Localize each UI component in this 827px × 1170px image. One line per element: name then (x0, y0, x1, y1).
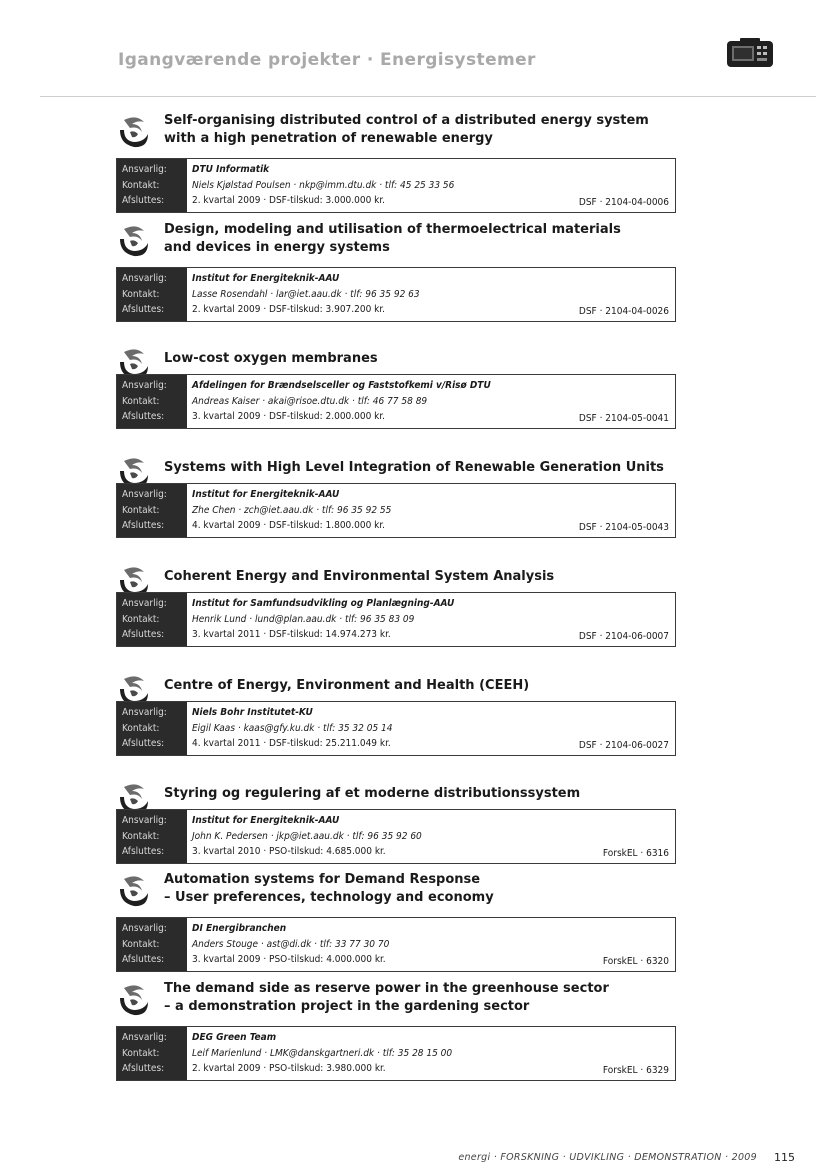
label-ends: Afsluttes: (122, 738, 165, 749)
info-labels (117, 702, 187, 755)
label-ends: Afsluttes: (122, 846, 165, 857)
institution: DTU Informatik (192, 164, 270, 175)
project-header (116, 112, 676, 158)
label-responsible: Ansvarlig: (122, 273, 167, 284)
end-and-grant: 3. kvartal 2009 · DSF-tilskud: 2.000.000 kr. (192, 411, 385, 422)
label-responsible: Ansvarlig: (122, 815, 167, 826)
info-values (187, 375, 675, 428)
end-and-grant: 2. kvartal 2009 · DSF-tilskud: 3.000.000 kr. (192, 195, 385, 206)
end-and-grant: 4. kvartal 2009 · DSF-tilskud: 1.800.000 kr. (192, 520, 385, 531)
project-code: DSF · 2104-04-0026 (578, 306, 669, 317)
project-title-line: Styring og regulering af et moderne distributionssystem (164, 786, 581, 801)
label-responsible: Ansvarlig: (122, 1032, 167, 1043)
project-header (116, 871, 676, 917)
project-info-box (116, 267, 676, 322)
swirl-icon (116, 982, 152, 1018)
end-and-grant: 2. kvartal 2009 · DSF-tilskud: 3.907.200 kr. (192, 304, 385, 315)
info-labels (117, 918, 187, 971)
project-title-line: and devices in energy systems (164, 240, 390, 255)
project-title-line: Design, modeling and utilisation of thermoelectrical materials (164, 222, 621, 237)
project-header (116, 779, 676, 809)
institution: Afdelingen for Brændselsceller og Faststofkemi v/Risø DTU (192, 380, 491, 391)
project-title-line: Centre of Energy, Environment and Health (CEEH) (164, 678, 530, 693)
project-code: ForskEL · 6329 (602, 1065, 669, 1076)
end-and-grant: 3. kvartal 2009 · PSO-tilskud: 4.000.000 kr. (192, 954, 386, 965)
project-code: DSF · 2104-06-0007 (578, 631, 669, 642)
contact-info: Henrik Lund · lund@plan.aau.dk · tlf: 96 35 83 09 (192, 613, 415, 625)
info-labels (117, 268, 187, 321)
project-title (164, 785, 580, 803)
page-header (0, 0, 827, 100)
label-ends: Afsluttes: (122, 411, 165, 422)
project-header (116, 671, 676, 701)
label-ends: Afsluttes: (122, 629, 165, 640)
project-code: DSF · 2104-06-0027 (578, 740, 669, 751)
label-ends: Afsluttes: (122, 1063, 165, 1074)
project-info-box (116, 701, 676, 756)
end-and-grant: 2. kvartal 2009 · PSO-tilskud: 3.980.000 kr. (192, 1063, 386, 1074)
project-title-line: The demand side as reserve power in the greenhouse sector (164, 981, 609, 996)
project-info-box (116, 592, 676, 647)
project-title (164, 350, 378, 368)
label-responsible: Ansvarlig: (122, 489, 167, 500)
end-and-grant: 3. kvartal 2010 · PSO-tilskud: 4.685.000 kr. (192, 846, 386, 857)
project-title-line: Self-organising distributed control of a distributed energy system (164, 113, 649, 128)
institution: Institut for Samfundsudvikling og Planlægning-AAU (192, 598, 455, 609)
project-title (164, 871, 494, 907)
swirl-icon (116, 223, 152, 259)
project-title (164, 568, 554, 586)
label-responsible: Ansvarlig: (122, 923, 167, 934)
contact-info: Anders Stouge · ast@di.dk · tlf: 33 77 30 70 (192, 938, 390, 950)
swirl-icon (116, 873, 152, 909)
project-info-box (116, 483, 676, 538)
info-labels (117, 593, 187, 646)
header-divider (40, 96, 816, 97)
project-title-line: – a demonstration project in the gardening sector (164, 999, 530, 1014)
label-responsible: Ansvarlig: (122, 380, 167, 391)
info-values (187, 918, 675, 971)
label-ends: Afsluttes: (122, 520, 165, 531)
label-responsible: Ansvarlig: (122, 707, 167, 718)
label-contact: Kontakt: (122, 722, 160, 734)
project-entry (116, 344, 676, 429)
project-title-line: Automation systems for Demand Response (164, 872, 481, 887)
project-entry (116, 980, 676, 1081)
project-title (164, 221, 621, 257)
info-labels (117, 159, 187, 212)
project-header (116, 453, 676, 483)
project-entry (116, 671, 676, 756)
energy-display-icon (726, 38, 774, 68)
project-info-box (116, 1026, 676, 1081)
label-contact: Kontakt: (122, 288, 160, 300)
project-title-line: with a high penetration of renewable energy (164, 131, 493, 146)
label-responsible: Ansvarlig: (122, 598, 167, 609)
project-title (164, 677, 529, 695)
swirl-icon (116, 114, 152, 150)
info-labels (117, 1027, 187, 1080)
institution: Institut for Energiteknik-AAU (192, 489, 340, 500)
project-header (116, 562, 676, 592)
project-info-box (116, 158, 676, 213)
project-code: DSF · 2104-05-0043 (578, 522, 669, 533)
contact-info: Eigil Kaas · kaas@gfy.ku.dk · tlf: 35 32 05 14 (192, 722, 393, 734)
project-code: ForskEL · 6316 (602, 848, 669, 859)
project-code: DSF · 2104-05-0041 (578, 413, 669, 424)
label-responsible: Ansvarlig: (122, 164, 167, 175)
info-values (187, 268, 675, 321)
end-and-grant: 4. kvartal 2011 · DSF-tilskud: 25.211.049 kr. (192, 738, 391, 749)
contact-info: John K. Pedersen · jkp@iet.aau.dk · tlf: 96 35 92 60 (192, 830, 422, 842)
info-values (187, 702, 675, 755)
project-title (164, 112, 649, 148)
label-contact: Kontakt: (122, 613, 160, 625)
label-contact: Kontakt: (122, 830, 160, 842)
label-contact: Kontakt: (122, 395, 160, 407)
project-title-line: Low-cost oxygen membranes (164, 351, 378, 366)
project-info-box (116, 809, 676, 864)
contact-info: Niels Kjølstad Poulsen · nkp@imm.dtu.dk · tlf: 45 25 33 56 (192, 179, 455, 191)
project-title-line: – User preferences, technology and economy (164, 890, 494, 905)
label-ends: Afsluttes: (122, 954, 165, 965)
section-title: Igangværende projekter · Energisystemer (118, 50, 536, 70)
project-header (116, 980, 676, 1026)
project-title-line: Systems with High Level Integration of Renewable Generation Units (164, 460, 664, 475)
institution: Institut for Energiteknik-AAU (192, 815, 340, 826)
project-title (164, 459, 664, 477)
contact-info: Leif Marienlund · LMK@danskgartneri.dk · tlf: 35 28 15 00 (192, 1047, 453, 1059)
info-values (187, 484, 675, 537)
page-footer (0, 1140, 827, 1170)
institution: Institut for Energiteknik-AAU (192, 273, 340, 284)
info-values (187, 810, 675, 863)
project-title-line: Coherent Energy and Environmental System Analysis (164, 569, 555, 584)
project-title (164, 980, 609, 1016)
project-info-box (116, 374, 676, 429)
project-header (116, 344, 676, 374)
label-contact: Kontakt: (122, 938, 160, 950)
project-code: DSF · 2104-04-0006 (578, 197, 669, 208)
institution: Niels Bohr Institutet-KU (192, 707, 313, 718)
page-number: 115 (774, 1151, 795, 1164)
label-contact: Kontakt: (122, 1047, 160, 1059)
info-values (187, 1027, 675, 1080)
contact-info: Lasse Rosendahl · lar@iet.aau.dk · tlf: 96 35 92 63 (192, 288, 420, 300)
label-contact: Kontakt: (122, 504, 160, 516)
end-and-grant: 3. kvartal 2011 · DSF-tilskud: 14.974.273 kr. (192, 629, 391, 640)
contact-info: Andreas Kaiser · akai@risoe.dtu.dk · tlf: 46 77 58 89 (192, 395, 428, 407)
info-values (187, 593, 675, 646)
project-entry (116, 871, 676, 972)
label-ends: Afsluttes: (122, 195, 165, 206)
project-entry (116, 453, 676, 538)
institution: DEG Green Team (192, 1032, 277, 1043)
project-code: ForskEL · 6320 (602, 956, 669, 967)
info-labels (117, 484, 187, 537)
info-labels (117, 375, 187, 428)
institution: DI Energibranchen (192, 923, 287, 934)
label-contact: Kontakt: (122, 179, 160, 191)
footer-text: energi · FORSKNING · UDVIKLING · DEMONSTRATION · 2009 (458, 1152, 757, 1163)
label-ends: Afsluttes: (122, 304, 165, 315)
project-entry (116, 779, 676, 864)
info-values (187, 159, 675, 212)
project-header (116, 221, 676, 267)
project-entry (116, 221, 676, 322)
project-info-box (116, 917, 676, 972)
project-entry (116, 112, 676, 213)
project-entry (116, 562, 676, 647)
info-labels (117, 810, 187, 863)
contact-info: Zhe Chen · zch@iet.aau.dk · tlf: 96 35 92 55 (192, 504, 392, 516)
